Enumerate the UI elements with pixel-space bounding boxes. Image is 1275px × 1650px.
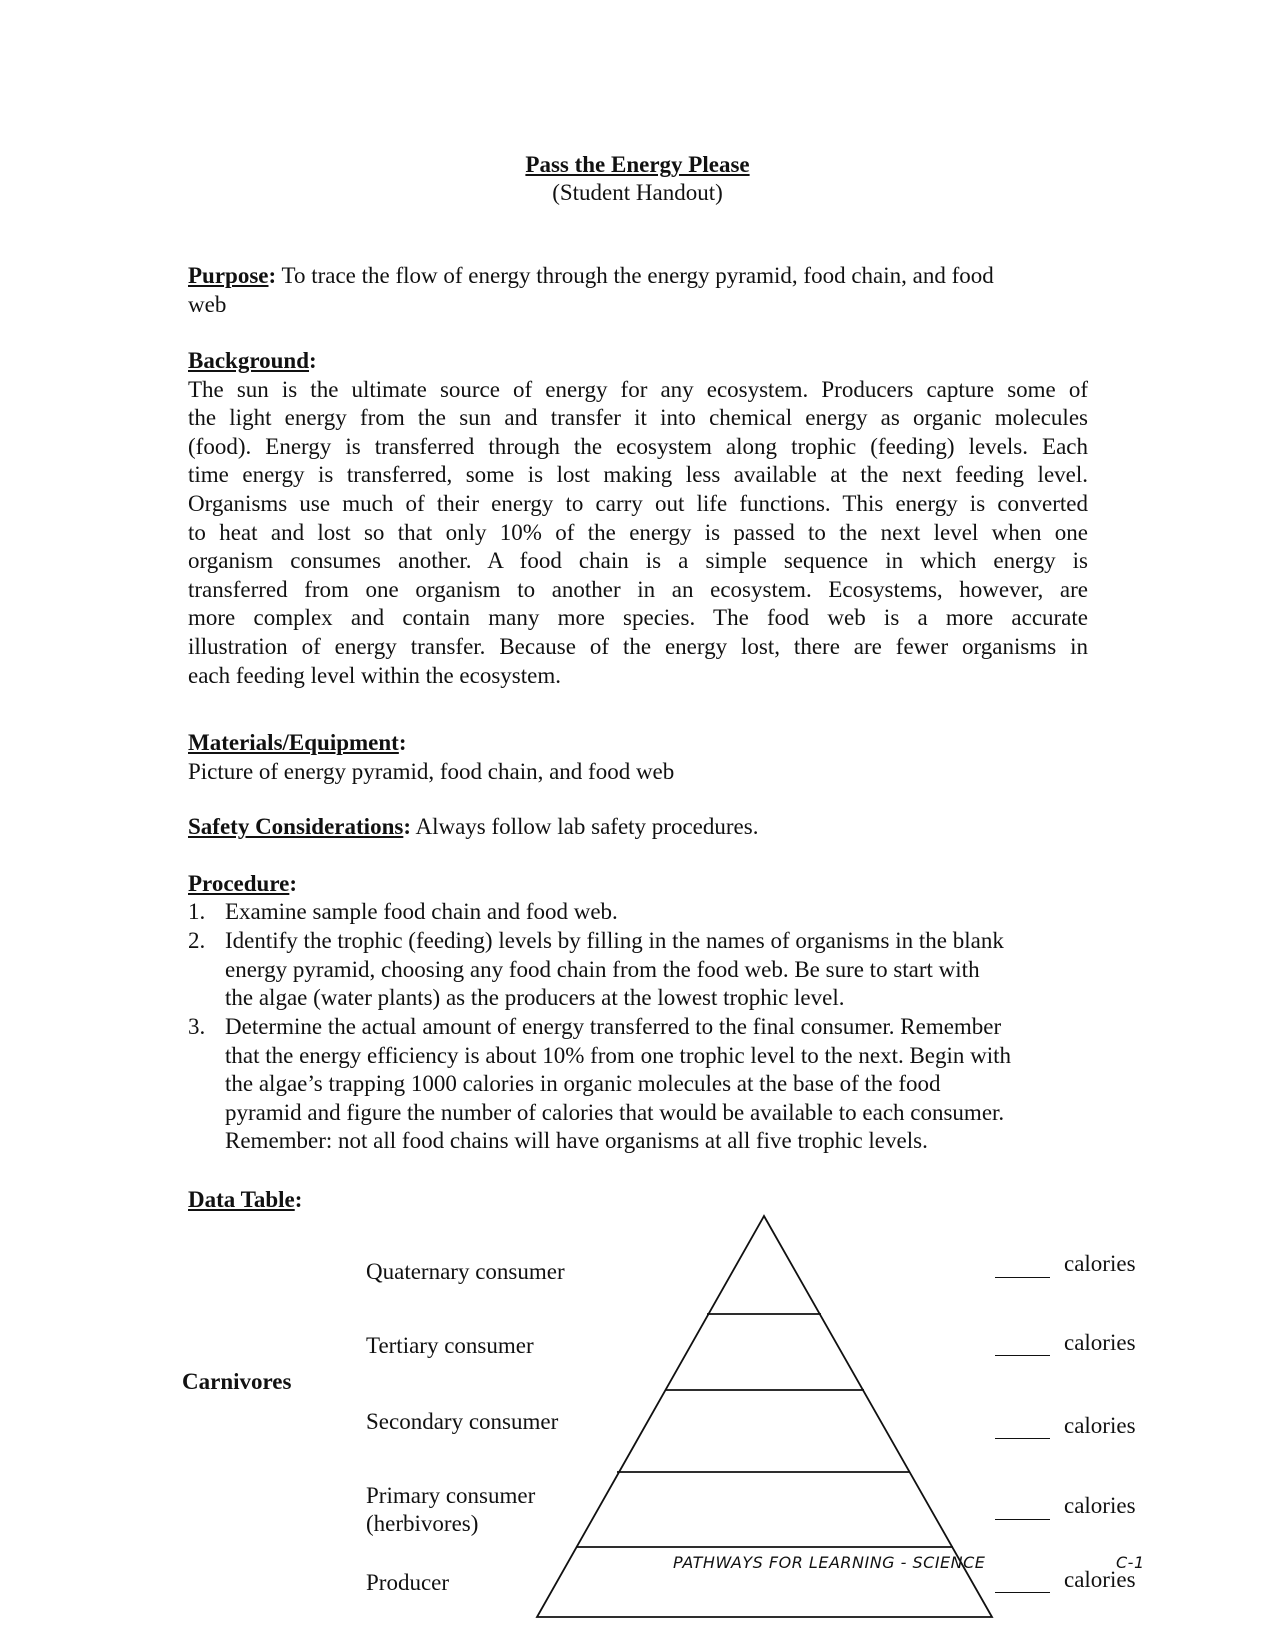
background-line: illustration of energy transfer. Because of the energy lost, there are fewer organisms in [188, 633, 1088, 659]
procedure-step-line: Remember: not all food chains will have organisms at all five trophic levels. [225, 1128, 928, 1154]
background-heading: Background [188, 348, 310, 373]
level-sublabel-herbivores: (herbivores) [366, 1511, 479, 1536]
safety-heading: Safety Considerations [188, 814, 404, 839]
calories-label: calories [1064, 1567, 1136, 1592]
data-table-heading-row: Data Table: [188, 1187, 303, 1212]
materials-section: Materials/Equipment: Picture of energy pyramid, food chain, and food web [188, 729, 1088, 786]
purpose-text-line-2: web [188, 291, 227, 317]
procedure-step-line: the algae’s trapping 1000 calories in organic molecules at the base of the food [225, 1071, 941, 1097]
footer-text: PATHWAYS FOR LEARNING - SCIENCE [673, 1553, 986, 1572]
background-line: Organisms use much of their energy to carry out life functions. This energy is converted [188, 490, 1088, 516]
background-section: Background: The sun is the ultimate source of energy for any ecosystem. Producers capture some of the light energy from the sun and transfer it into chemical energy as organic molecules (food). Energy is transferred through the ecosystem along trophic (feeding) levels. Each time energy is transferred, some is lost making less available at the next feeding level. Organisms use much of their energy to carry out life functions. This energy is converted to heat and lost so that only 10% of the energy is passed to the next level when one organism consumes another. A food chain is a simple sequence in which energy is transferred from one organism to another in an ecosystem. Ecosystems, however, are more complex and contain many more species. The food web is a more accurate illustration of energy transfer. Because of the energy lost, there are fewer organisms in each feeding level within the ecosystem. [188, 347, 1088, 690]
procedure-step-line: the algae (water plants) as the producers at the lowest trophic level. [225, 985, 845, 1011]
procedure-step-number: 3. [188, 1014, 206, 1039]
procedure-step-line: Determine the actual amount of energy transferred to the final consumer. Remember [225, 1014, 1002, 1039]
calories-blank[interactable] [995, 1591, 1050, 1593]
procedure-step-line: Examine sample food chain and food web. [225, 899, 618, 924]
background-line: each feeding level within the ecosystem. [188, 662, 561, 688]
background-line: to heat and lost so that only 10% of the energy is passed to the next level when one [188, 519, 1088, 545]
procedure-step-line: that the energy efficiency is about 10% from one trophic level to the next. Begin with [225, 1042, 1012, 1068]
level-label-secondary: Secondary consumer [366, 1409, 559, 1434]
calories-label: calories [1064, 1251, 1136, 1276]
document-title: Pass the Energy Please [525, 152, 750, 177]
procedure-heading-row: Procedure: [188, 871, 298, 896]
level-label-quaternary: Quaternary consumer [366, 1259, 565, 1284]
procedure-step-number: 2. [188, 928, 206, 953]
level-label-primary: Primary consumer [366, 1483, 536, 1508]
purpose-heading: Purpose [188, 263, 269, 288]
calories-label: calories [1064, 1330, 1136, 1355]
calories-blank[interactable] [995, 1518, 1050, 1520]
procedure-heading: Procedure [188, 871, 290, 896]
purpose-text-line-1: To trace the flow of energy through the energy pyramid, food chain, and food [281, 263, 994, 288]
background-line: organism consumes another. A food chain is a simple sequence in which energy is [188, 548, 1088, 574]
safety-text: Always follow lab safety procedures. [415, 814, 759, 839]
background-line: (food). Energy is transferred through the ecosystem along trophic (feeding) levels. Each [188, 433, 1088, 459]
background-line: the light energy from the sun and transfer it into chemical energy as organic molecules [188, 405, 1088, 431]
materials-heading: Materials/Equipment [188, 730, 399, 755]
calories-label: calories [1064, 1413, 1136, 1438]
purpose-section: Purpose: To trace the flow of energy through the energy pyramid, food chain, and food web [188, 262, 1088, 319]
procedure-step-line: Identify the trophic (feeding) levels by filling in the names of organisms in the blank [225, 928, 1004, 953]
procedure-step-number: 1. [188, 899, 206, 924]
calories-blank[interactable] [995, 1276, 1050, 1278]
level-label-producer: Producer [366, 1570, 450, 1595]
procedure-step-line: pyramid and figure the number of calories that would be available to each consumer. [225, 1099, 1005, 1125]
calories-label: calories [1064, 1493, 1136, 1518]
level-label-tertiary: Tertiary consumer [366, 1333, 534, 1358]
calories-blank[interactable] [995, 1354, 1050, 1356]
background-line: The sun is the ultimate source of energy for any ecosystem. Producers capture some of [188, 376, 1088, 402]
safety-section: Safety Considerations: Always follow lab safety procedures. [188, 814, 759, 839]
page-number: C-1 [1116, 1553, 1145, 1572]
document-subtitle: (Student Handout) [552, 180, 723, 205]
background-line: transferred from one organism to another in an ecosystem. Ecosystems, however, are [188, 576, 1088, 602]
procedure-step-line: energy pyramid, choosing any food chain from the food web. Be sure to start with [225, 956, 980, 982]
background-line: time energy is transferred, some is lost making less available at the next feeding level. [188, 462, 1088, 488]
background-line: more complex and contain many more species. The food web is a more accurate [188, 605, 1088, 631]
carnivores-label: Carnivores [182, 1369, 292, 1394]
data-table-heading: Data Table [188, 1187, 295, 1212]
calories-blank[interactable] [995, 1437, 1050, 1439]
materials-text: Picture of energy pyramid, food chain, and food web [188, 758, 675, 784]
